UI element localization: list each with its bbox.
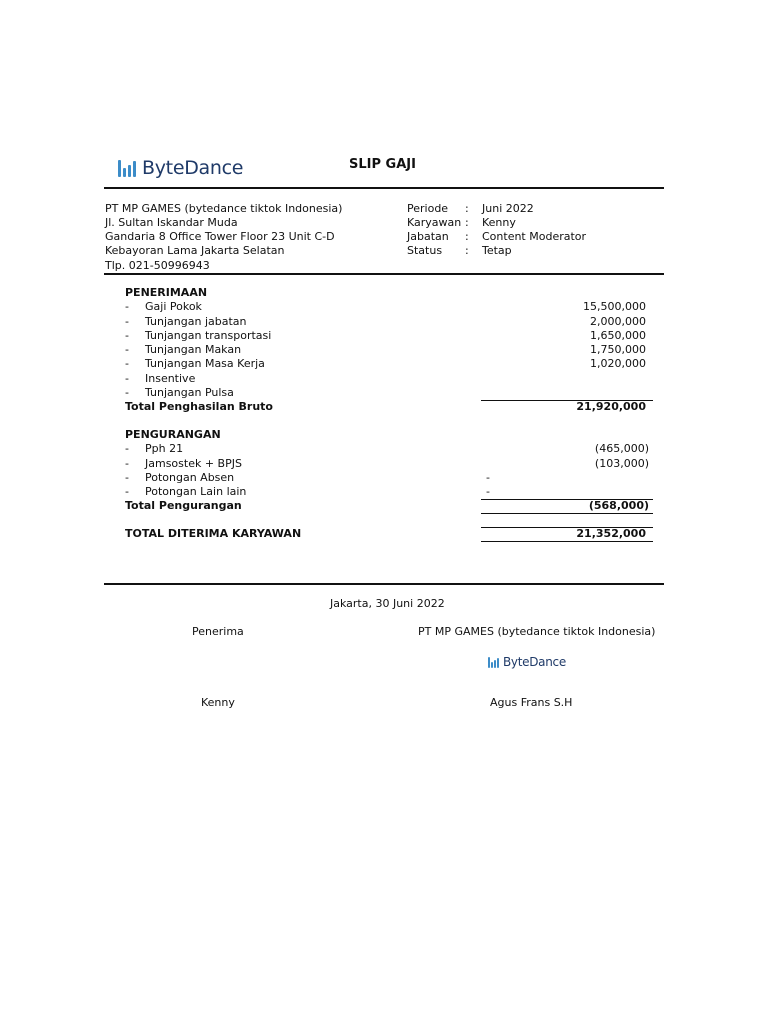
item-amount: 1,020,000 <box>590 357 646 370</box>
item-amount: 1,650,000 <box>590 329 646 342</box>
item-amount: (465,000) <box>594 442 649 455</box>
info-value-status: Tetap <box>482 244 512 257</box>
total-pengurangan-value: (568,000) <box>588 499 649 512</box>
total-bruto-value: 21,920,000 <box>576 400 646 413</box>
total-pengurangan-label: Total Pengurangan <box>125 499 242 512</box>
company-signatory-title: PT MP GAMES (bytedance tiktok Indonesia) <box>418 625 656 638</box>
footer-divider <box>104 583 664 585</box>
item-dash: - <box>125 343 129 356</box>
receiver-title: Penerima <box>192 625 244 638</box>
bytedance-logo-icon <box>118 160 136 177</box>
company-address-line2: Gandaria 8 Office Tower Floor 23 Unit C-D <box>105 230 335 243</box>
penerimaan-heading: PENERIMAAN <box>125 286 208 299</box>
info-sep: : <box>465 244 469 257</box>
item-amount: 15,500,000 <box>583 300 646 313</box>
document-title: SLIP GAJI <box>349 157 416 172</box>
item-label: Tunjangan transportasi <box>145 329 272 342</box>
item-label: Insentive <box>145 372 196 385</box>
company-name: PT MP GAMES (bytedance tiktok Indonesia) <box>105 202 343 215</box>
company-address-line3: Kebayoran Lama Jakarta Selatan <box>105 244 285 257</box>
item-dash: - <box>125 300 129 313</box>
grand-total-label: TOTAL DITERIMA KARYAWAN <box>125 527 302 540</box>
signer-name: Agus Frans S.H <box>490 696 573 709</box>
receiver-name: Kenny <box>201 696 235 709</box>
item-label: Tunjangan Masa Kerja <box>145 357 265 370</box>
item-dash: - <box>125 372 129 385</box>
item-label: Potongan Lain lain <box>145 485 247 498</box>
pengurangan-heading: PENGURANGAN <box>125 428 221 441</box>
item-label: Gaji Pokok <box>145 300 202 313</box>
info-divider <box>104 273 664 275</box>
info-sep: : <box>465 202 469 215</box>
info-sep: : <box>465 230 469 243</box>
item-amount: 2,000,000 <box>590 315 646 328</box>
bytedance-logo <box>118 157 243 179</box>
item-nil: - <box>486 485 490 498</box>
info-label-jabatan: Jabatan <box>407 230 449 243</box>
subtotal-rule-bottom <box>481 513 653 514</box>
info-value-karyawan: Kenny <box>482 216 516 229</box>
company-address-line1: Jl. Sultan Iskandar Muda <box>105 216 238 229</box>
bytedance-logo-icon <box>488 657 499 668</box>
info-value-jabatan: Content Moderator <box>482 230 587 243</box>
place-date: Jakarta, 30 Juni 2022 <box>330 597 445 610</box>
item-label: Jamsostek + BPJS <box>145 457 242 470</box>
logo-text: ByteDance <box>503 655 566 669</box>
header-divider <box>104 187 664 189</box>
item-dash: - <box>125 386 129 399</box>
logo-text: ByteDance <box>142 157 244 179</box>
item-dash: - <box>125 471 129 484</box>
item-label: Tunjangan Makan <box>145 343 242 356</box>
info-sep: : <box>465 216 469 229</box>
info-label-periode: Periode <box>407 202 449 215</box>
info-label-karyawan: Karyawan <box>407 216 462 229</box>
info-value-periode: Juni 2022 <box>482 202 534 215</box>
grand-total-value: 21,352,000 <box>576 527 646 540</box>
grand-total-rule-bottom <box>481 541 653 542</box>
item-amount: 1,750,000 <box>590 343 646 356</box>
item-dash: - <box>125 329 129 342</box>
company-phone: Tlp. 021-50996943 <box>105 259 210 272</box>
item-label: Potongan Absen <box>145 471 235 484</box>
item-nil: - <box>486 471 490 484</box>
item-label: Tunjangan jabatan <box>145 315 247 328</box>
item-label: Tunjangan Pulsa <box>145 386 234 399</box>
item-dash: - <box>125 457 129 470</box>
footer-bytedance-logo <box>488 655 566 669</box>
item-dash: - <box>125 315 129 328</box>
item-dash: - <box>125 485 129 498</box>
total-bruto-label: Total Penghasilan Bruto <box>125 400 273 413</box>
item-label: Pph 21 <box>145 442 184 455</box>
item-amount: (103,000) <box>594 457 649 470</box>
item-dash: - <box>125 357 129 370</box>
item-dash: - <box>125 442 129 455</box>
info-label-status: Status <box>407 244 443 257</box>
